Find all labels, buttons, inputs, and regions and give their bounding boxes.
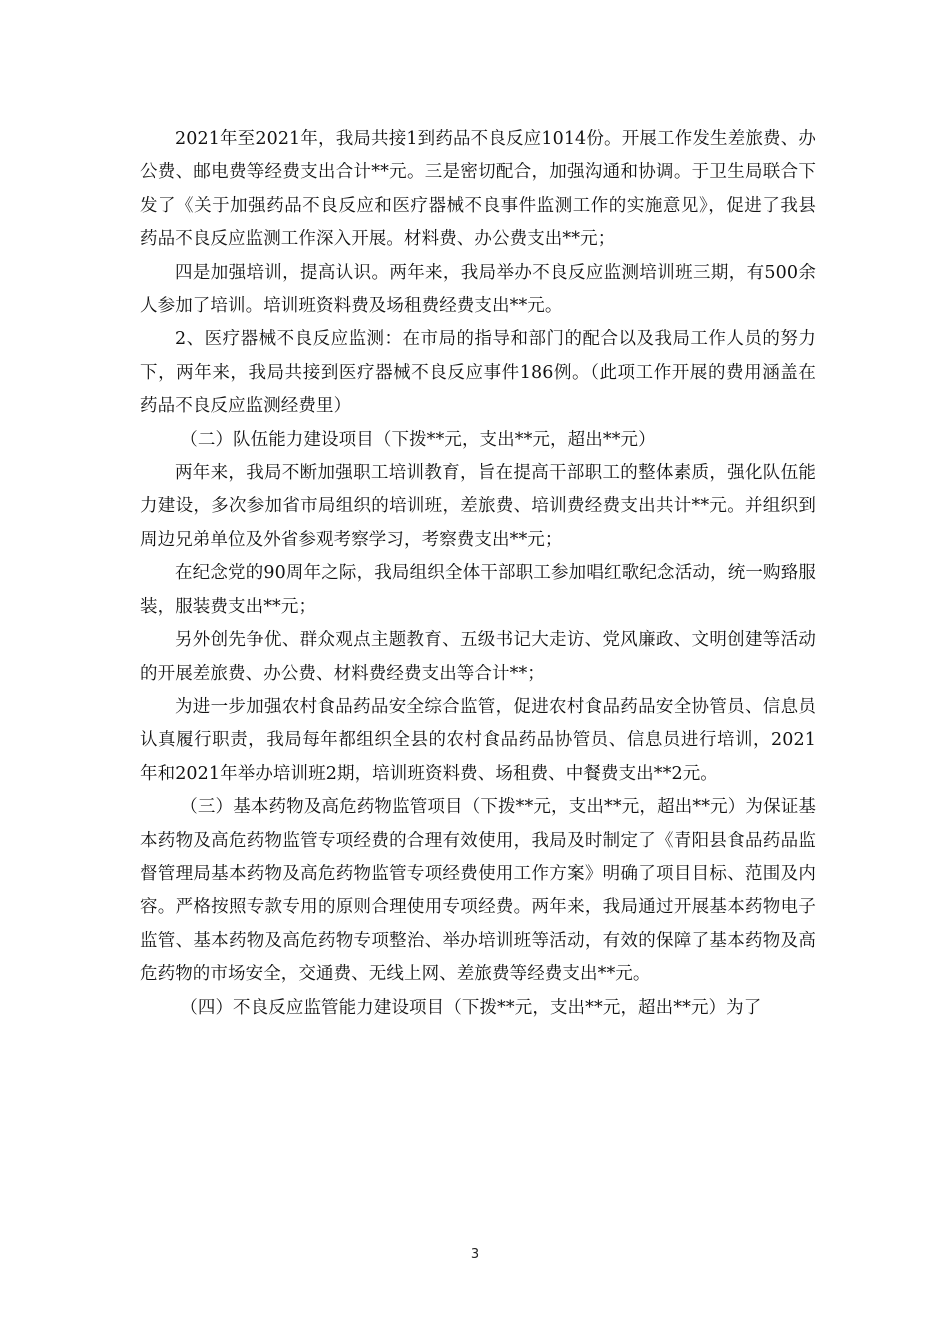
paragraph-rural-supervision: 为进一步加强农村食品药品安全综合监管，促进农村食品药品安全协管员、信息员认真履行职责，我局每年都组织全县的农村食品药品协管员、信息员进行培训，2021年和2021年举办培训班2期，培训班资料费、场租费、中餐费支出**2元。 (140, 696, 816, 784)
paragraph-adr-report-count: 2021年至2021年，我局共接1到药品不良反应1014份。开展工作发生差旅费、办公费、邮电费等经费支出合计**元。三是密切配合，加强沟通和协调。于卫生局联合下发了《关于加强药品不良反应和医疗器械不良事件监测工作的实施意见》，促进了我县药品不良反应监测工作深入开展。材料费、办公费支出**元； (140, 129, 816, 250)
section-heading-team-capacity: （二）队伍能力建设项目（下拨**元，支出**元，超出**元） (180, 429, 656, 450)
section-heading-adr-capacity: （四）不良反应监管能力建设项目（下拨**元，支出**元，超出**元）为了 (180, 997, 762, 1018)
paragraph-anniversary: 在纪念党的90周年之际，我局组织全体干部职工参加唱红歌纪念活动，统一购臵服装，服装费支出**元； (140, 563, 816, 617)
paragraph-training: 四是加强培训，提高认识。两年来，我局举办不良反应监测培训班三期，有500余人参加了培训。培训班资料费及场租费经费支出**元。 (140, 262, 816, 317)
body-text (140, 123, 816, 1025)
section-heading-essential-drugs: （三）基本药物及高危药物监管项目（下拨**元，支出**元，超出**元）为保证基本药物及高危药物监管专项经费的合理有效使用，我局及时制定了《青阳县食品药品监督管理局基本药物及高危药物监管专项经费使用工作方案》明确了项目目标、范围及内容。严格按照专款专用的原则合理使用专项经费。两年来，我局通过开展基本药物电子监管、基本药物及高危药物专项整治、举办培训班等活动，有效的保障了基本药物及高危药物的市场安全，交通费、无线上网、差旅费等经费支出**元。 (140, 797, 816, 985)
paragraph-staff-training: 两年来，我局不断加强职工培训教育，旨在提高干部职工的整体素质，强化队伍能力建设，多次参加省市局组织的培训班，差旅费、培训费经费支出共计**元。并组织到周边兄弟单位及外省参观考察学习，考察费支出**元； (140, 463, 816, 550)
paragraph-device-monitoring: 2、医疗器械不良反应监测：在市局的指导和部门的配合以及我局工作人员的努力下，两年来，我局共接到医疗器械不良反应事件186例。（此项工作开展的费用涵盖在药品不良反应监测经费里） (140, 329, 816, 417)
page-number: 3 (470, 1247, 480, 1262)
paragraph-other-activities: 另外创先争优、群众观点主题教育、五级书记大走访、党风廉政、文明创建等活动的开展差旅费、办公费、材料费经费支出等合计**； (140, 630, 816, 684)
